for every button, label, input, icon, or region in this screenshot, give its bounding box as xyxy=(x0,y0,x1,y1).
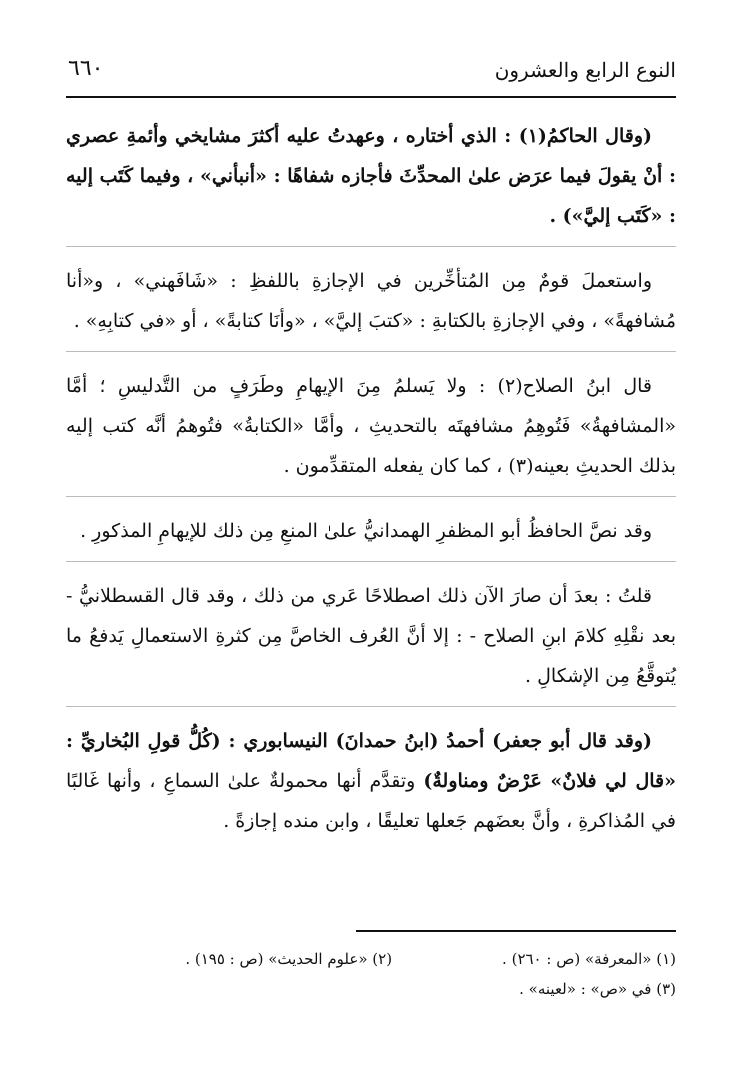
paragraph-4 xyxy=(66,511,676,551)
main-text xyxy=(66,116,676,851)
paragraph-6-text: وتقدَّم أنها محمولةٌ علىٰ السماعِ ، وأنها غَالبًا في المُذاكرةِ ، وأنَّ بعضَهم جَعلها تعليقًا ، وابن منده إجازةً . xyxy=(66,770,676,832)
paragraph-divider xyxy=(66,706,676,709)
running-title: النوع الرابع والعشرون xyxy=(494,58,676,82)
paragraph-6-bold: (وقد قال أبو جعفر) أحمدُ (ابنُ حمدانَ) النيسابوري : (كُلُّ قولِ البُخاريِّ : «قال لي فلانٌ» عَرْضٌ ومناولةٌ) xyxy=(66,730,676,792)
footnote-3: (٣) في «ص» : «لعينه» . xyxy=(519,980,676,998)
paragraph-3-text: قال ابنُ الصلاح(٢) : ولا يَسلمُ مِنَ الإيهامِ وطَرَفٍ من التَّدليسِ ؛ أمَّا «المشافهةُ» فَتُوهِمُ مشافهتَه بالتحديثِ ، وأمَّا «الكتابةُ» فتُوهمُ أنَّه كتب إليه بذلك الحديثِ بعينه(٣) ، كما كان يفعله المتقدِّمون . xyxy=(66,375,676,477)
paragraph-1-bold: (وقال الحاكمُ(١) : الذي أختاره ، وعهدتُ عليه أكثرَ مشايخي وأئمةِ عصري : أنْ يقولَ فيما عرَض علىٰ المحدِّثَ فأجازه شفاهًا : «أنبأني» ، وفيما كَتَب إليه : «كَتَب إليَّ») . xyxy=(66,125,676,227)
header-rule xyxy=(66,96,676,98)
paragraph-3 xyxy=(66,366,676,486)
paragraph-divider xyxy=(66,246,676,249)
footnotes xyxy=(66,944,676,1004)
paragraph-2 xyxy=(66,261,676,341)
footnote-1: (١) «المعرفة» (ص : ٢٦٠) . xyxy=(502,950,676,968)
footnote-line-1 xyxy=(66,944,676,974)
page-number: ٦٦٠ xyxy=(68,56,104,81)
paragraph-2-text: واستعملَ قومٌ مِن المُتأخِّرين في الإجازةِ باللفظِ : «شَافَهني» ، و«أنا مُشافهةً» ، وفي الإجازةِ بالكتابةِ : «كتبَ إليَّ» ، «وأنَا كتابةً» ، أو «في كتابِهِ» . xyxy=(66,270,676,332)
page-header xyxy=(66,52,676,98)
footnote-2: (٢) «علوم الحديث» (ص : ١٩٥) . xyxy=(185,950,393,968)
paragraph-5 xyxy=(66,576,676,696)
footnote-line-2 xyxy=(66,974,676,1004)
paragraph-divider xyxy=(66,496,676,499)
paragraph-4-text: وقد نصَّ الحافظُ أبو المظفرِ الهمدانيُّ علىٰ المنعِ مِن ذلك للإيهامِ المذكورِ . xyxy=(80,520,652,542)
footnote-rule xyxy=(356,930,676,932)
paragraph-5-text: قلتُ : بعدَ أن صارَ الآن ذلك اصطلاحًا عَري من ذلك ، وقد قال القسطلانيُّ - بعد نقْلِهِ كلامَ ابنِ الصلاح - : إلا أنَّ العُرف الخاصَّ مِن كثرةِ الاستعمالِ يَدفعُ ما يُتوقَّعُ مِن الإشكالِ . xyxy=(66,585,676,687)
paragraph-6 xyxy=(66,721,676,841)
paragraph-1 xyxy=(66,116,676,236)
paragraph-divider xyxy=(66,561,676,564)
paragraph-divider xyxy=(66,351,676,354)
